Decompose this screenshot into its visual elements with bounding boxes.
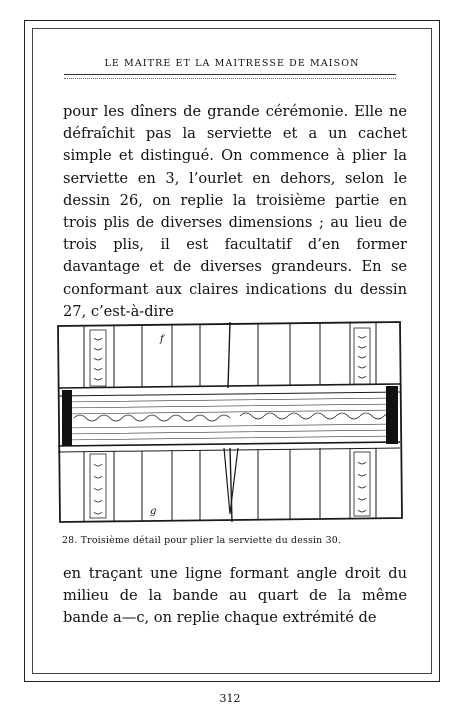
page-number: 312 — [219, 692, 241, 705]
header-rule-dotted — [64, 78, 396, 79]
figure-letter-f: f — [160, 334, 164, 345]
figure-letter-g: g — [150, 506, 157, 517]
body-paragraph-1: pour les dîners de grande cérémonie. Elle ne défraîchit pas la serviette et a un cachet simple et distingué. On commence à plier la serviette en 3, l’ourlet en dehors, selon le dessin 26, on replie la troisième partie en trois plis de diverses dimensions ; au lieu de trois plis, il est facultatif d’en former davantage et de diverses grandeurs. En se conformant aux claires indications du dessin 27, c’est-à-dire — [63, 103, 407, 320]
folded-napkin-illustration — [54, 318, 404, 526]
body-paragraph-2: en traçant une ligne formant angle droit du milieu de la bande au quart de la même bande a—c, on replie chaque extrémité de — [63, 565, 407, 627]
figure-caption: 28. Troisième détail pour plier la serviette du dessin 30. — [62, 535, 342, 546]
running-head: LE MAITRE ET LA MAITRESSE DE MAISON — [104, 58, 360, 69]
header-rule — [64, 74, 396, 75]
